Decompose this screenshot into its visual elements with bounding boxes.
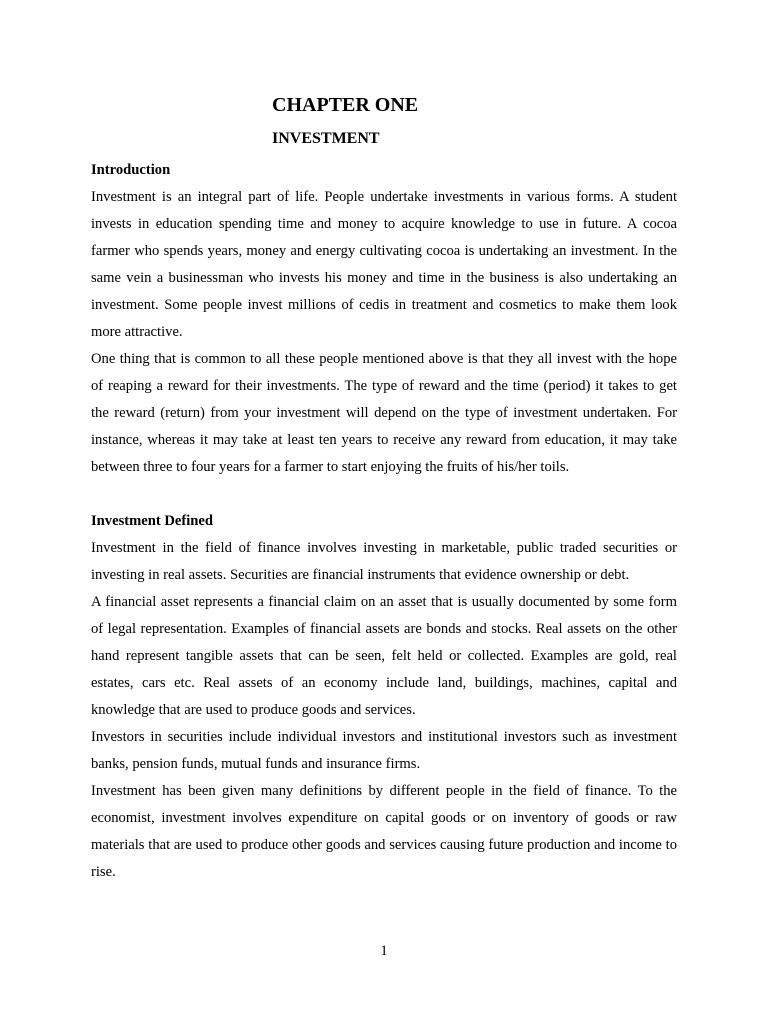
paragraph: Investment in the field of finance involves investing in marketable, public traded securities or investing in real assets. Securities are financial instruments that evidence ownership or debt.	[91, 540, 677, 583]
paragraph: Investment has been given many definitions by different people in the field of finance. To the economist, investment involves expenditure on capital goods or on inventory of goods or raw materials that are used to produce other goods and services causing future production and income to rise.	[91, 783, 677, 880]
chapter-title: CHAPTER ONE	[272, 94, 419, 116]
page-number: 1	[380, 943, 388, 959]
chapter-subtitle: INVESTMENT	[272, 130, 380, 147]
paragraph: A financial asset represents a financial claim on an asset that is usually documented by some form of legal representation. Examples of financial assets are bonds and stocks. Real assets on the other hand represent tangible assets that can be seen, felt held or collected. Examples are gold, real estates, cars etc. Real assets of an economy include land, buildings, machines, capital and knowledge that are used to produce goods and services.	[91, 594, 677, 718]
section-heading-introduction: Introduction	[91, 162, 171, 178]
document-body	[91, 157, 677, 886]
paragraph: Investors in securities include individual investors and institutional investors such as investment banks, pension funds, mutual funds and insurance firms.	[91, 729, 677, 772]
paragraph: Investment is an integral part of life. People undertake investments in various forms. A student invests in education spending time and money to acquire knowledge to use in future. A cocoa farmer who spends years, money and energy cultivating cocoa is undertaking an investment. In the same vein a businessman who invests his money and time in the business is also undertaking an investment. Some people invest millions of cedis in treatment and cosmetics to make them look more attractive.	[91, 189, 677, 340]
section-heading-investment-defined: Investment Defined	[91, 513, 214, 529]
paragraph: One thing that is common to all these people mentioned above is that they all invest with the hope of reaping a reward for their investments. The type of reward and the time (period) it takes to get the reward (return) from your investment will depend on the type of investment undertaken. For instance, whereas it may take at least ten years to receive any reward from education, it may take between three to four years for a farmer to start enjoying the fruits of his/her toils.	[91, 351, 677, 475]
section-spacer	[91, 481, 677, 508]
